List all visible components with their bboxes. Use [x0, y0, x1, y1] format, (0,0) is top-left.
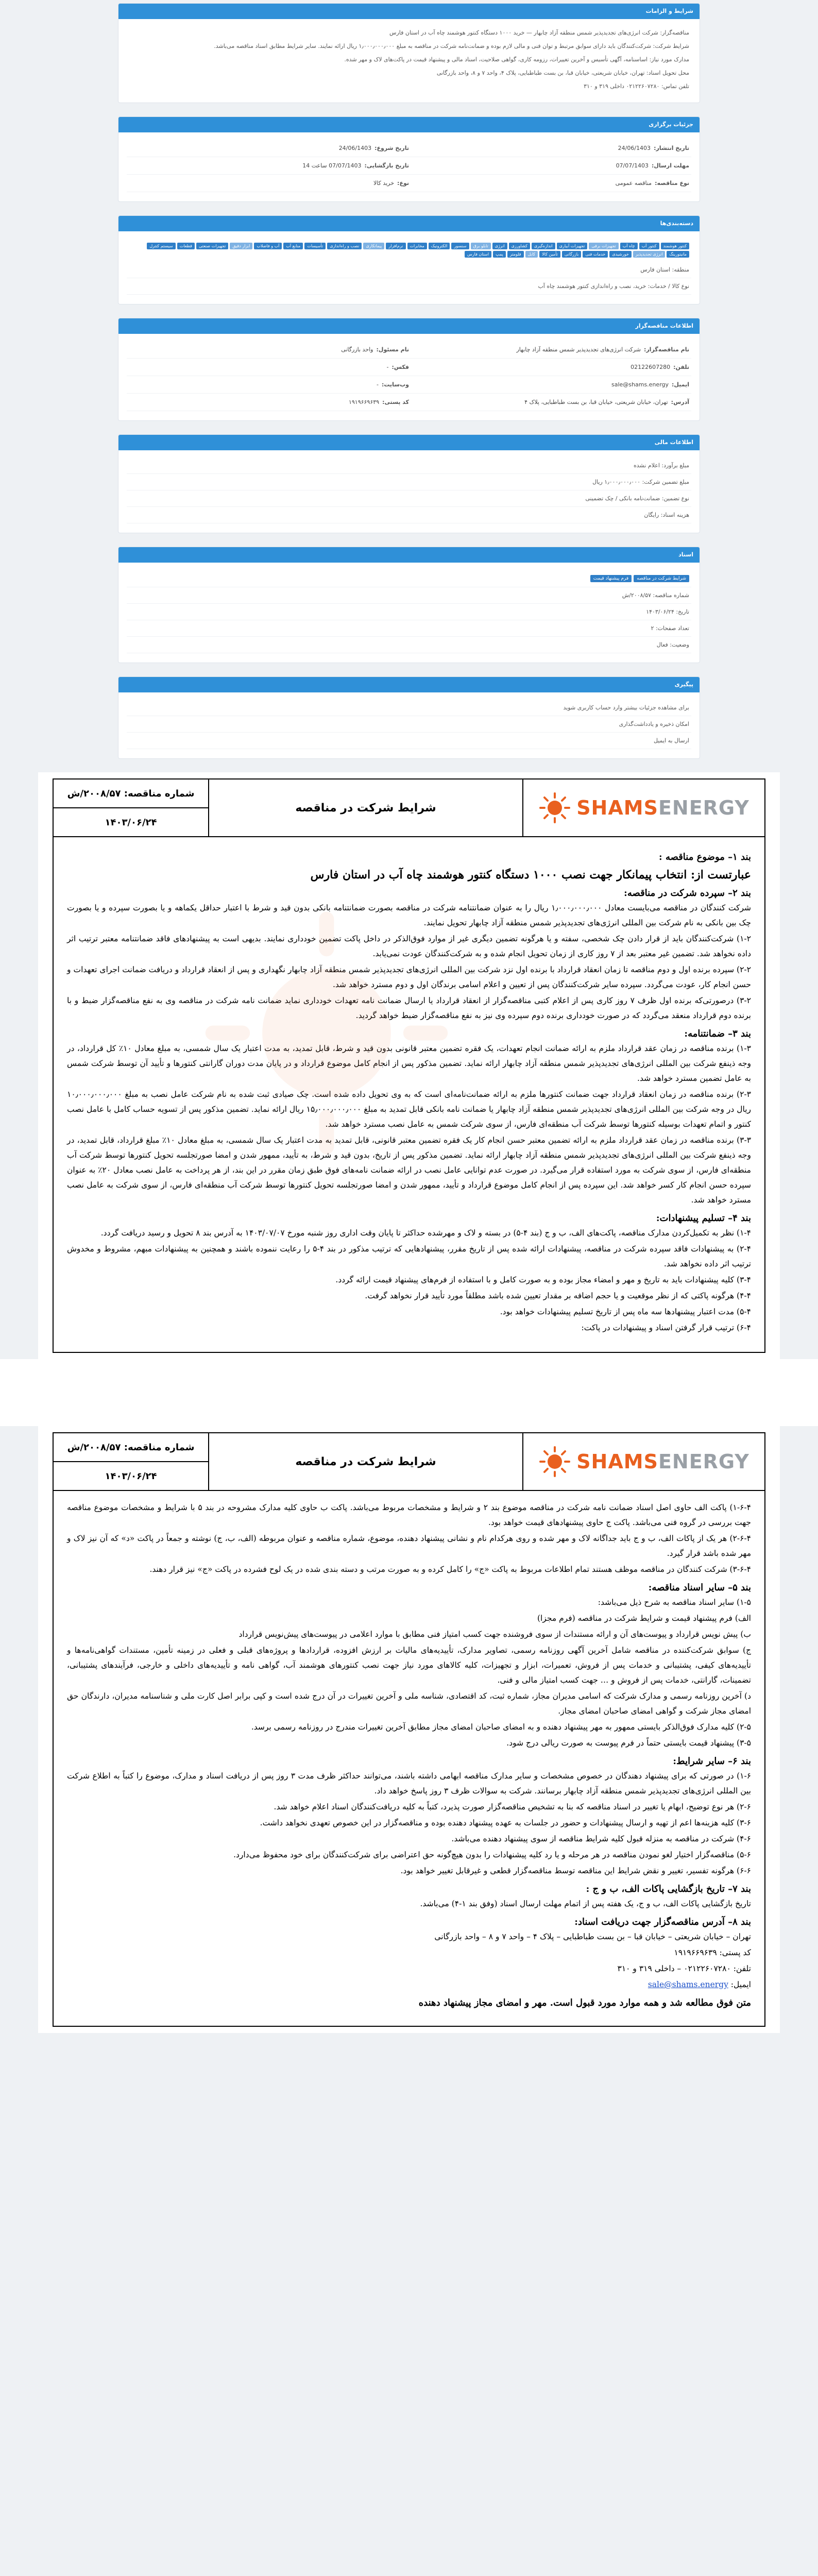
- conditions-line: مدارک مورد نیاز: اساسنامه، آگهی تأسیس و آخرین تغییرات، رزومه کاری، گواهی صلاحیت، اسناد مالی و پیشنهاد قیمت در پاکت‌های لاک و مهر شده.: [344, 56, 689, 63]
- category-tag[interactable]: فلومتر: [507, 251, 524, 258]
- category-tag[interactable]: تابلو برق: [471, 243, 491, 249]
- category-tag[interactable]: نصب و راه‌اندازی: [327, 243, 362, 249]
- section-heading: بند ۲– سپرده شرکت در مناقصه:: [624, 888, 751, 899]
- info-line: تعداد صفحات: ۲: [127, 620, 691, 637]
- logo-wordmark: [576, 796, 749, 819]
- paragraph: ۲-۲) سپرده برنده اول و دوم مناقصه تا زمان انعقاد قرارداد با برنده اول نزد شرکت بین المللی انرژی‌های تجدیدپذیر شمس منطقه آزاد چابهار نگهداری و پس از انعقاد قرارداد و دریافت ضمانت اجرای تعهدات و حسن انجام کار، عودت می‌گردد. سپرده سایر شرکت‌کنندگان پس از تعیین و اعلام اسامی برندگان اول و دوم مسترد خواهد شد.: [67, 965, 751, 989]
- category-tag[interactable]: سیستم کنترل: [147, 243, 175, 249]
- categories-panel-lines: [127, 262, 691, 295]
- info-label: آدرس:: [671, 399, 689, 405]
- category-tag[interactable]: تأمین کالا: [539, 251, 560, 258]
- info-row: [127, 175, 691, 192]
- section-heading: عبارتست از: انتخاب پیمانکار جهت نصب ۱۰۰۰ دستگاه کنتور هوشمند چاه آب در استان فارس: [310, 868, 751, 882]
- info-value: 07/07/1403: [616, 162, 649, 169]
- categories-panel-body: [118, 231, 700, 304]
- conditions-panel: [118, 3, 700, 103]
- info-line: ارسال به ایمیل: [127, 733, 691, 749]
- info-cell: [409, 162, 689, 169]
- category-tag-list: [127, 239, 691, 262]
- info-label: فکس:: [391, 364, 409, 370]
- info-cell: [129, 399, 409, 405]
- paragraph: ج) سوابق شرکت‌کننده در مناقصه شامل آخرین آگهی روزنامه رسمی، تصاویر مدارک، تأییدیه‌های مالیات بر ارزش افزوده، قراردادها و پروژه‌های قبلی و فعلی در زمینه تأمین، مستندات گواهی‌نامه‌ها و تأییدیه‌های کیفی، پشتیبانی و خدمات پس از فروش، تعمیرات، ابزار و تجهیزات، کلیه کالاهای مورد نیاز جهت نصب کنتورهای هوشمند آب، گواهی نامه و تأییدیه‌های داخلی و خارجی، فرآیندهای پشتیبانی، تضمینات، گارانتی، خدمات پس از فروش و … جهت کسب امتیاز مالی و فنی.: [67, 1646, 751, 1685]
- paragraph: ۳-۴) کلیه پیشنهادات باید به تاریخ و مهر و امضاء مجاز بوده و به صورت کامل و با استفاده از فرم‌های پیشنهاد قیمت ارائه گردد.: [335, 1275, 751, 1284]
- info-cell: [129, 346, 409, 353]
- info-value: واحد بازرگانی: [341, 346, 373, 353]
- logo-word-energy-2: ENERGY: [658, 1450, 749, 1473]
- info-value: 24/06/1403: [338, 145, 372, 151]
- sun-icon: [538, 791, 571, 824]
- category-tag[interactable]: خدمات فنی: [583, 251, 608, 258]
- paragraph: ۱-۶) در صورتی که برای پیشنهاد دهندگان در خصوص مشخصات و سایر مدارک مناقصه ابهامی داشته باشند، می‌توانند حداکثر ظرف مدت ۳ روز پس از دریافت اسناد و مدارک، موضوع را کتباً به اطلاع شرکت بین المللی انرژی‌های تجدیدپذیر شمس منطقه آزاد چابهار برسانند. شرکت به سوالات ظرف ۳ روز پاسخ خواهد داد.: [67, 1771, 752, 1795]
- paragraph: شرکت کنندگان در مناقصه می‌بایست معادل ۱٫۰۰۰٫۰۰۰٫۰۰۰ ریال را به عنوان ضمانتنامه شرکت در مناقصه بصورت ضمانتنامه بانکی بدون قید و شرط با اعتبار حداقل یکماهه و یا بصورت سپرده و یا بصورت چک بین بانکی به نام شرکت بین المللی انرژی‌های تجدیدپذیر شمس منطقه آزاد چابهار تحویل نمایند.: [67, 903, 751, 927]
- paragraph: ۲-۳) برنده مناقصه در زمان انعقاد قرارداد جهت ضمانت کنتورها ملزم به ارائه ضمانت‌نامه‌ای است که به وی تحویل داده شده است. چک صیادی ثبت شده به نام شرکت عامل نصب به مبلغ ۱۰٫۰۰۰٫۰۰۰٫۰۰۰ ریال در وجه شرکت بین المللی انرژی‌های تجدیدپذیر شمس منطقه آزاد چابهار یا ضمانت نامه بانکی قابل تمدید به مبلغ ۱۵٫۰۰۰٫۰۰۰٫۰۰۰ ریال ارائه نماید. تضمین مذکور پس از تسویه حساب کامل با عامل نصب کنتور و اتمام تعهدات بوسیله کنتورها توسط شرکت آب منطقه‌ای فارس، از سوی شرکت شمس به عامل نصب مسترد خواهد شد.: [67, 1090, 751, 1129]
- sun-icon: [538, 1445, 571, 1478]
- document-title-2: شرایط شرکت در مناقصه: [208, 1433, 522, 1490]
- conditions-line: محل تحویل اسناد: تهران، خیابان شریعتی، خیابان قبا، بن بست طباطبایی، پلاک ۴، واحد ۷ و ۸، واحد بازرگانی: [436, 70, 689, 76]
- paragraph: ۳-۵) پیشنهاد قیمت بایستی حتماً در فرم پیوست به صورت ریالی درج شود.: [506, 1738, 751, 1748]
- info-line: هزینه اسناد: رایگان: [127, 507, 691, 523]
- paragraph: تهران – خیابان شریعتی – خیابان قبا – بن بست طباطبایی – پلاک ۴ – واحد ۷ و ۸ – واحد بازرگانی: [434, 1932, 751, 1941]
- category-tag[interactable]: بازرگانی: [562, 251, 582, 258]
- document-page-2: [38, 1426, 780, 2033]
- paragraph: ۲-۴) به پیشنهادات فاقد سپرده شرکت در مناقصه، پیشنهادات ارائه شده پس از تاریخ مقرر، پیشنهادهایی که ترتیب مذکور در بند ۴-۵ را رعایت ننموده باشند و همچنین به پیشنهادات مبهم، مشروط و مخدوش ترتیب اثر داده نخواهد شد.: [67, 1244, 751, 1268]
- document-body-2: [54, 1491, 764, 2026]
- paragraph: تلفن: ۰۲۱۲۲۶۰۷۲۸۰ – داخلی ۳۱۹ و ۳۱۰: [617, 1964, 751, 1973]
- info-label: نوع مناقصه:: [655, 180, 689, 187]
- category-tag[interactable]: انرژی تجدیدپذیر: [633, 251, 666, 258]
- paragraph: ۳-۶-۴) شرکت کنندگان در مناقصه موظف هستند تمام اطلاعات مربوط به پاکت «ج» را کامل کرده و به صورت مرتب و دسته بندی شده در یک لوح فشرده در پاکت «ج» نیز قرار دهند.: [149, 1565, 751, 1574]
- tender-date: ۱۴۰۳/۰۶/۲۴: [54, 807, 208, 836]
- paragraph: الف) فرم پیشنهاد قیمت و شرایط شرکت در مناقصه (فرم مجزا): [537, 1614, 751, 1623]
- shams-energy-logo: [538, 791, 749, 824]
- paragraph: ۱-۲) شرکت‌کنندگان باید از قرار دادن چک شخصی، سفته و یا هرگونه تضمین دیگری غیر از موارد فوق‌الذکر در داخل پاکت تضمین خودداری نمایند. بدیهی است به پیشنهادهای فاقد ضمانتنامه معتبر ترتیب اثر داده نخواهد شد. تضمین غیر معتبر بعد از ۷ روز کاری از زمان تحویل انجام شده و به شرکت‌کنندگان عودت نمی‌یابد.: [67, 934, 751, 958]
- info-value: شرکت انرژی‌های تجدیدپذیر شمس منطقه آزاد چابهار: [516, 346, 641, 353]
- category-tag[interactable]: کابل: [525, 251, 538, 258]
- financial-panel: [118, 434, 700, 533]
- document-title: شرایط شرکت در مناقصه: [208, 779, 522, 836]
- details-panel: [118, 116, 700, 202]
- categories-panel: [118, 215, 700, 304]
- info-row: [127, 394, 691, 411]
- logo-cell: [522, 779, 764, 836]
- details-panel-body: [118, 132, 700, 201]
- documents-panel-rows: [127, 587, 691, 653]
- info-value: sale@shams.energy: [611, 381, 669, 388]
- categories-panel-title: دسته‌بندی‌ها: [118, 216, 700, 231]
- info-cell: [129, 364, 409, 370]
- category-tag[interactable]: الکترونیک: [429, 243, 450, 249]
- info-value: ۱۹۱۹۶۶۹۶۳۹: [348, 399, 380, 405]
- document-frame-2: [53, 1432, 765, 2027]
- info-cell: [129, 180, 409, 187]
- paragraph: ۵-۴) مدت اعتبار پیشنهادها سه ماه پس از تاریخ تسلیم پیشنهادات خواهد بود.: [500, 1307, 751, 1316]
- paragraph: ۱-۶-۴) پاکت الف حاوی اصل اسناد ضمانت نامه شرکت در مناقصه موضوع بند ۲ و شرایط و مشخصات مربوط می‌باشد. پاکت ب حاوی کلیه مدارک مشروحه در بند ۵ با شرایط و مشخصات موضوع مناقصه جهت بررسی در گروه فنی می‌باشد. پاکت ج حاوی پیشنهادهای قیمت خواهد بود.: [67, 1503, 751, 1527]
- info-label: نام مناقصه‌گزار:: [643, 346, 689, 353]
- paragraph: ۳-۳) برنده مناقصه در زمان عقد قرارداد ملزم به ارائه تضمین معتبر حسن انجام کار یک فقره تضمین معتبر قانونی، قابل تمدید به مدت اعتبار یک سال شمسی، به مبلغ معادل ۱۰٪ مبلغ قرارداد، قابل تمدید، در وجه ذینفع شرکت بین المللی انرژی‌های تجدیدپذیر شمس منطقه آزاد چابهار ارائه نماید. تضمین مذکور پس از تاریخ، بدون قید و شرط، به تأیید، ممهور شدن و امضا صورتجلسه تحویل کنتورها توسط شرکت آب منطقه‌ای فارس، از سوی شرکت به مورد استفاده قرار می‌گیرد. در صورت عدم توانایی عامل نصب در ارائه ضمانت نامه‌های فوق طبق زمان مقرر در این بند، از هر پرداخت به عامل نصب معادل ۲۰٪ به عنوان سپرده حسن انجام کار کسر خواهد شد. این سپرده پس از انجام کامل موضوع قرارداد و تأیید، ممهور شدن و امضا صورتجلسه تحویل کنتورها توسط شرکت آب منطقه‌ای فارس، از سوی شرکت به عامل نصب مسترد خواهد شد.: [67, 1136, 752, 1205]
- logo-wordmark-2: [576, 1450, 749, 1473]
- document-header-2: [54, 1433, 764, 1491]
- category-tag[interactable]: اندازه‌گیری: [532, 243, 555, 249]
- conditions-line: مناقصه‌گزار: شرکت انرژی‌های تجدیدپذیر شمس منطقه آزاد چابهار — خرید ۱۰۰۰ دستگاه کنتور هوشمند چاه آب در استان فارس: [389, 29, 689, 36]
- category-tag[interactable]: ابزار دقیق: [230, 243, 252, 249]
- paragraph: ۴-۴) هرگونه پاکتی که از نظر موقعیت و یا حجم اضافه بر مقدار تعیین شده باشد مطلقاً مورد تأیید قرار نخواهد گرفت.: [365, 1291, 751, 1300]
- conditions-panel-body: [118, 19, 700, 103]
- info-line: برای مشاهده جزئیات بیشتر وارد حساب کاربری شوید: [127, 700, 691, 716]
- info-cell: [129, 381, 409, 388]
- tender-number: شماره مناقصه: ۲۰۰۸/۵۷/ش: [67, 788, 195, 799]
- email-link[interactable]: sale@shams.energy: [647, 1980, 728, 1989]
- section-heading: بند ۸– آدرس مناقصه‌گزار جهت دریافت اسناد:: [574, 1917, 751, 1927]
- conditions-line: شرایط شرکت: شرکت‌کنندگان باید دارای سوابق مرتبط و توان فنی و مالی لازم بوده و ضمانت‌نامه شرکت در مناقصه به مبلغ ۱٫۰۰۰٫۰۰۰٫۰۰۰ ریال ارائه نمایند. سایر شرایط مطابق اسناد مناقصه می‌باشد.: [214, 43, 689, 49]
- paragraph: ۳-۲) درصورتی‌که برنده اول ظرف ۷ روز کاری پس از اعلام کتبی مناقصه‌گزار از انعقاد قرارداد یا ارسال ضمانت نامه تعهدات خودداری نماید ضمانت نامه شرکت در مناقصه وی به نفع مناقصه‌گزار ضبط و با برنده دوم قرارداد منعقد می‌گردد که در صورت خودداری برنده دوم سپرده وی نیز به نفع مناقصه‌گزار ضبط خواهد گردید.: [67, 996, 751, 1020]
- info-row: [127, 376, 691, 394]
- document-frame-1: [53, 778, 765, 1353]
- category-tag[interactable]: نرم‌افزار: [386, 243, 405, 249]
- category-tag[interactable]: تأسیسات: [304, 243, 326, 249]
- info-value: 07/07/1403 ساعت 14: [302, 162, 362, 169]
- paragraph: ۶-۶) هرگونه تفسیر، تغییر و نقض شرایط این مناقصه توسط مناقصه‌گزار قطعی و غیرقابل تغییر خواهد بود.: [400, 1866, 751, 1875]
- email-label: ایمیل:: [730, 1980, 751, 1989]
- tenderer-panel: [118, 318, 700, 421]
- documents-panel: [118, 547, 700, 663]
- category-tag[interactable]: منابع آب: [283, 243, 303, 249]
- paragraph: تاریخ بازگشایی پاکات الف، ب و ج، یک هفته پس از اتمام مهلت ارسال اسناد (وفق بند ۱-۴) می‌باشد.: [420, 1899, 751, 1908]
- info-cell: [409, 180, 689, 187]
- category-tag[interactable]: آب و فاضلاب: [254, 243, 282, 249]
- documents-panel-body: [118, 563, 700, 663]
- document-link-chip[interactable]: فرم پیشنهاد قیمت: [590, 575, 632, 582]
- logo-word-energy: ENERGY: [658, 796, 749, 819]
- tenderer-panel-body: [118, 334, 700, 420]
- follow-panel-body: [118, 692, 700, 758]
- paragraph: ۱-۵) سایر اسناد مناقصه به شرح ذیل می‌باشد:: [598, 1598, 751, 1607]
- tenderer-panel-title: اطلاعات مناقصه‌گزار: [118, 318, 700, 334]
- info-line: امکان ذخیره و یادداشت‌گذاری: [127, 716, 691, 733]
- category-info-line: منطقه: استان فارس: [127, 262, 691, 278]
- info-line: وضعیت: فعال: [127, 637, 691, 653]
- document-page-1: [38, 772, 780, 1359]
- info-cell: [409, 381, 689, 388]
- info-row: [127, 341, 691, 359]
- section-heading: بند ۶– سایر شرایط:: [673, 1756, 751, 1767]
- document-body-1: [54, 837, 764, 1352]
- info-cell: [409, 145, 689, 151]
- conditions-line: تلفن تماس: ۰۲۱۲۲۶۰۷۲۸۰ داخلی ۳۱۹ و ۳۱۰: [584, 83, 689, 90]
- paragraph: ۲-۶-۴) هر یک از پاکات الف، ب و ج باید جداگانه لاک و مهر شده و روی هرکدام نام و نشانی پیشنهاد دهنده، موضوع، شماره مناقصه و عنوان مربوطه (الف، ب، ج) نوشته و جمعاً در پاکت «د» که آن نیز لاک و مهر شده باشد قرار گیرد.: [67, 1534, 751, 1558]
- conditions-panel-title: شرایط و الزامات: [118, 4, 700, 19]
- paragraph: ۴-۶) شرکت در مناقصه به منزله قبول کلیه شرایط مناقصه از سوی پیشنهاد دهنده می‌باشد.: [451, 1834, 751, 1843]
- documents-panel-title: اسناد: [118, 547, 700, 563]
- document-link-chip[interactable]: شرایط شرکت در مناقصه: [634, 575, 689, 582]
- follow-panel-title: پیگیری: [118, 677, 700, 692]
- tender-date-2: ۱۴۰۳/۰۶/۲۴: [54, 1461, 208, 1490]
- info-cell: [129, 145, 409, 151]
- paragraph: ۶-۴) ترتیب قرار گرفتن اسناد و پیشنهادات در پاکت:: [581, 1323, 751, 1332]
- paragraph: ۵-۶) مناقصه‌گزار اختیار لغو نمودن مناقصه در هر مرحله و یا رد کلیه پیشنهادات را بدون هیچ‌گونه حق اعتراضی برای شرکت‌کنندگان برای خود محفوظ می‌دارد.: [233, 1850, 751, 1859]
- category-tag[interactable]: سنسور: [451, 243, 469, 249]
- paragraph: کد پستی: ۱۹۱۹۶۶۹۶۳۹: [674, 1948, 751, 1957]
- financial-panel-body: [118, 450, 700, 533]
- category-tag[interactable]: کشاورزی: [509, 243, 530, 249]
- section-heading: بند ۳– ضمانتنامه:: [684, 1028, 751, 1039]
- info-label: تاریخ شروع:: [374, 145, 409, 151]
- section-heading: متن فوق مطالعه شد و همه موارد مورد قبول است. مهر و امضای مجاز پیشنهاد دهنده: [418, 1997, 751, 2008]
- follow-panel: [118, 676, 700, 759]
- section-heading: بند ۴– تسلیم پیشنهادات:: [656, 1213, 751, 1224]
- info-value: مناقصه عمومی: [615, 180, 652, 187]
- paragraph: ۱-۳) برنده مناقصه در زمان عقد قرارداد ملزم به ارائه ضمانت انجام تعهدات، یک فقره تضمین معتبر قانونی بدون قید و شرط، قابل تمدید، به مدت اعتبار یک سال شمسی، به مبلغ معادل ۱۰٪ کل قرارداد، در وجه ذینفع شرکت بین المللی انرژی‌های تجدیدپذیر شمس منطقه آزاد چابهار ارائه نماید. تضمین مذکور پس از انجام کامل موضوع قرارداد و در پایان مدت دوران گارانتی کنتورها و تأیید آن توسط شرکت شمس به عامل تضمین مسترد خواهد شد.: [67, 1044, 751, 1083]
- info-line: مبلغ برآورد: اعلام نشده: [127, 457, 691, 474]
- paragraph: ب) پیش نویس قرارداد و پیوست‌های آن و ارائه مستندات از سوی فروشنده جهت کسب امتیاز فنی مطابق با موارد اعلامی در پیوست‌های پیش‌نویس قرارداد: [238, 1630, 751, 1639]
- info-line: مبلغ تضمین شرکت: ۱٫۰۰۰٫۰۰۰٫۰۰۰ ریال: [127, 474, 691, 490]
- info-label: نوع:: [397, 180, 409, 187]
- paragraph: ۲-۵) کلیه مدارک فوق‌الذکر بایستی ممهور به مهر پیشنهاد دهنده و به امضای صاحبان امضای مجاز مطابق آخرین تغییرات مندرج در روزنامه رسمی برسد.: [251, 1722, 751, 1732]
- category-tag[interactable]: چاه آب: [620, 243, 638, 249]
- info-value: -: [377, 381, 379, 388]
- logo-word-shams-2: SHAMS: [576, 1450, 658, 1473]
- info-label: تاریخ انتشار:: [654, 145, 689, 151]
- section-heading: بند ۱– موضوع مناقصه :: [659, 852, 751, 862]
- info-value: 24/06/1403: [618, 145, 651, 151]
- info-line: تاریخ: ۱۴۰۳/۰۶/۲۴: [127, 604, 691, 620]
- tender-number-2: شماره مناقصه: ۲۰۰۸/۵۷/ش: [67, 1442, 195, 1453]
- info-label: نام مسئول:: [376, 346, 409, 353]
- email-line: [67, 1977, 751, 1992]
- details-panel-title: جزئیات برگزاری: [118, 117, 700, 132]
- category-info-line: نوع کالا / خدمات: خرید، نصب و راه‌اندازی کنتور هوشمند چاه آب: [127, 278, 691, 295]
- info-label: مهلت ارسال:: [651, 162, 689, 169]
- document-chip-list: [127, 570, 691, 587]
- category-tag[interactable]: انرژی: [492, 243, 507, 249]
- category-tag[interactable]: پیمانکاری: [363, 243, 384, 249]
- category-tag[interactable]: تجهیزات آبیاری: [557, 243, 588, 249]
- info-line: نوع تضمین: ضمانت‌نامه بانکی / چک تضمینی: [127, 490, 691, 507]
- info-value: تهران، خیابان شریعتی، خیابان قبا، بن بست طباطبایی، پلاک ۴: [524, 399, 668, 405]
- paragraph: ۲-۶) هر نوع توضیح، ابهام یا تغییر در اسناد مناقصه که بنا به تشخیص مناقصه‌گزار صورت پذیرد، کتباً به کلیه دریافت‌کنندگان اسناد اعلام خواهد شد.: [274, 1802, 751, 1811]
- logo-word-shams: SHAMS: [576, 796, 658, 819]
- section-heading: بند ۷– تاریخ بازگشایی پاکات الف، ب و ج :: [586, 1884, 751, 1894]
- category-tag[interactable]: تجهیزات برقی: [589, 243, 618, 249]
- info-value: -: [386, 364, 389, 370]
- paragraph: ۱-۴) نظر به تکمیل‌کردن مدارک مناقصه، پاکت‌های الف، ب و ج (بند ۴-۵) در بسته و لاک و مهرشده حداکثر تا پایان وقت اداری روز شنبه مورخ ۱۴۰۳/۰۷/۰۷ به آدرس بند ۸ تحویل و رسید دریافت گردد.: [100, 1228, 751, 1238]
- document-meta: [54, 779, 208, 836]
- info-cell: [409, 346, 689, 353]
- info-value: 02122607280: [630, 364, 671, 370]
- info-row: [127, 359, 691, 376]
- financial-panel-title: اطلاعات مالی: [118, 435, 700, 450]
- category-tag[interactable]: مخابرات: [407, 243, 427, 249]
- page-bottom-gap: [0, 2033, 818, 2054]
- category-tag[interactable]: استان فارس: [465, 251, 491, 258]
- logo-cell-2: [522, 1433, 764, 1490]
- page-gap: [0, 1359, 818, 1426]
- category-tag[interactable]: خورشیدی: [609, 251, 632, 258]
- paragraph: د) آخرین روزنامه رسمی و مدارک شرکت که اسامی مدیران مجاز، شماره ثبت، کد اقتصادی، شناسه ملی و آخرین تغییرات در آن درج شده است و کپی برابر اصل کارت ملی و شناسنامه مدیران، دارندگان حق امضای مجاز شرکت و گواهی امضای صاحبان امضای مجاز.: [67, 1691, 751, 1716]
- category-tag[interactable]: مانیتورینگ: [667, 251, 689, 258]
- shams-energy-logo-2: [538, 1445, 749, 1478]
- info-line: شماره مناقصه: ۲۰۰۸/۵۷/ش: [127, 587, 691, 604]
- document-meta-2: [54, 1433, 208, 1490]
- category-tag[interactable]: کنتور آب: [639, 243, 659, 249]
- category-tag[interactable]: تجهیزات صنعتی: [196, 243, 228, 249]
- info-cell: [409, 364, 689, 370]
- info-cell: [129, 162, 409, 169]
- info-row: [127, 157, 691, 175]
- info-label: وب‌سایت:: [381, 381, 409, 388]
- category-tag[interactable]: کنتور هوشمند: [661, 243, 689, 249]
- info-cell: [409, 399, 689, 405]
- info-label: کد پستی:: [382, 399, 409, 405]
- info-label: تاریخ بازگشایی:: [364, 162, 409, 169]
- info-value: خرید کالا: [373, 180, 395, 187]
- category-tag[interactable]: قطعات: [177, 243, 195, 249]
- document-header-1: [54, 779, 764, 837]
- info-label: تلفن:: [673, 364, 689, 370]
- paragraph: ۳-۶) کلیه هزینه‌ها اعم از تهیه و ارسال پیشنهادات و حضور در جلسات به عهده پیشنهاد دهنده بوده و مناقصه‌گزار در این خصوص تعهدی نخواهد داشت.: [260, 1818, 751, 1827]
- info-row: [127, 140, 691, 157]
- section-heading: بند ۵– سایر اسناد مناقصه:: [648, 1582, 751, 1593]
- category-tag[interactable]: پمپ: [493, 251, 506, 258]
- info-label: ایمیل:: [672, 381, 689, 388]
